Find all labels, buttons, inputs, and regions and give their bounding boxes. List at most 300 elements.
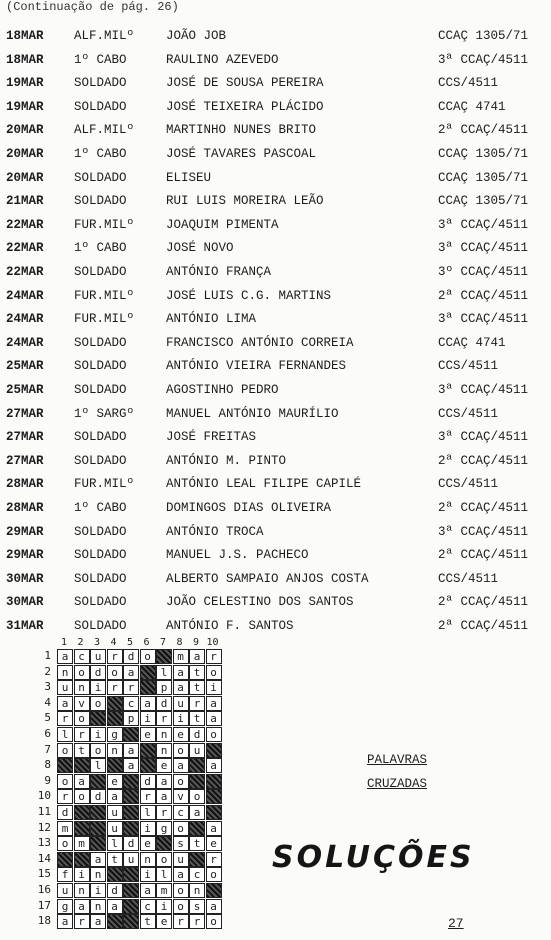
crossword-black-cell [74, 805, 90, 820]
crossword-black-cell [107, 914, 123, 929]
entry-date: 27MAR [6, 430, 44, 445]
entry-rank: SOLDADO [74, 571, 127, 586]
crossword-cell: t [107, 852, 123, 867]
crossword-cell: a [206, 696, 222, 711]
crossword-cell: r [140, 789, 156, 804]
crossword-cell: i [90, 727, 106, 742]
crossword-black-cell [206, 789, 222, 804]
list-item [0, 25, 551, 48]
entry-date: 22MAR [6, 217, 44, 232]
crossword-col-number: 6 [143, 637, 150, 648]
entry-date: 27MAR [6, 453, 44, 468]
crossword-cell: a [189, 805, 205, 820]
crossword-black-cell [90, 711, 106, 726]
entry-date: 31MAR [6, 619, 44, 633]
page-number: 27 [448, 916, 464, 931]
crossword-cell: u [173, 852, 189, 867]
crossword-cell: i [156, 899, 172, 914]
crossword-row-number: 11 [37, 805, 51, 818]
list-item [0, 450, 551, 473]
entry-name: JOSÉ FREITAS [166, 430, 257, 445]
entry-rank: SOLDADO [74, 170, 127, 185]
crossword-cell: n [57, 665, 73, 680]
crossword-cell: o [57, 836, 73, 851]
crossword-cell: o [173, 821, 189, 836]
crossword-row-number: 10 [37, 789, 51, 803]
list-item [0, 143, 551, 166]
list-item [0, 72, 551, 95]
crossword-cell: o [107, 665, 123, 680]
crossword-cell: a [140, 883, 156, 898]
crossword-black-cell [206, 743, 222, 758]
crossword-cell: d [189, 727, 205, 742]
entry-unit: CCAÇ 1305/71 [438, 194, 529, 209]
crossword-cell: u [90, 649, 106, 664]
entry-rank: FUR.MILº [74, 288, 135, 303]
crossword-cell: i [140, 867, 156, 882]
list-item [0, 473, 551, 496]
crossword-cell: n [74, 883, 90, 898]
crossword-row-number: 9 [44, 773, 51, 787]
entry-rank: SOLDADO [74, 524, 127, 539]
crossword-black-cell [189, 774, 205, 789]
entry-name: ANTÓNIO TROCA [166, 524, 264, 539]
list-item [0, 521, 551, 544]
crossword-cell: a [57, 649, 73, 664]
crossword-cell: a [123, 758, 139, 773]
crossword-cell: r [156, 805, 172, 820]
crossword-black-cell [156, 836, 172, 851]
crossword-col-number: 7 [159, 637, 167, 648]
entry-rank: SOLDADO [74, 194, 127, 209]
crossword-col-number: 10 [206, 637, 219, 648]
crossword-cell: t [140, 914, 156, 929]
crossword-cell: r [206, 852, 222, 867]
crossword-cell: a [74, 899, 90, 914]
entry-name: JOSÉ DE SOUSA PEREIRA [166, 76, 324, 91]
list-item [0, 96, 551, 119]
crossword-cell: t [189, 665, 205, 680]
entry-unit: 3ª CCAÇ/4511 [438, 312, 529, 327]
crossword-title [367, 748, 427, 796]
crossword-black-cell [123, 883, 139, 898]
list-item [0, 261, 551, 284]
entry-date: 30MAR [6, 571, 44, 586]
entry-rank: SOLDADO [74, 265, 127, 279]
list-item [0, 403, 551, 426]
crossword-black-cell [140, 758, 156, 773]
entry-date: 22MAR [6, 265, 44, 279]
crossword-black-cell [107, 711, 123, 726]
entry-name: RUI LUIS MOREIRA LEÃO [166, 194, 324, 209]
crossword-cell: o [173, 899, 189, 914]
entry-unit: 3º CCAÇ/4511 [438, 265, 529, 279]
crossword-black-cell [107, 867, 123, 882]
crossword-black-cell [189, 852, 205, 867]
entry-rank: 1º SARGº [74, 406, 135, 421]
crossword-cell: u [173, 696, 189, 711]
crossword-cell: r [57, 711, 73, 726]
crossword-cell: d [107, 883, 123, 898]
list-item [0, 285, 551, 308]
crossword-black-cell [156, 649, 172, 664]
crossword-row-number: 5 [44, 711, 51, 725]
crossword-black-cell [189, 758, 205, 773]
list-item [0, 214, 551, 237]
cruzadas-label: CRUZADAS [367, 777, 428, 791]
continuation-note: (Continuação de pág. 26) [6, 0, 179, 14]
entry-date: 27MAR [6, 406, 44, 421]
crossword-cell: a [173, 665, 189, 680]
crossword-col-number: 5 [126, 637, 134, 648]
entry-name: JOSÉ TAVARES PASCOAL [166, 147, 317, 161]
crossword-black-cell [123, 789, 139, 804]
crossword-cell: u [189, 743, 205, 758]
crossword-cell: a [107, 899, 123, 914]
crossword-black-cell [189, 821, 205, 836]
crossword-cell: g [156, 821, 172, 836]
crossword-cell: a [156, 774, 172, 789]
crossword-cell: a [173, 867, 189, 882]
crossword-cell: e [140, 727, 156, 742]
entry-unit: CCS/4511 [438, 477, 499, 492]
crossword-cell: a [206, 899, 222, 914]
entry-unit: CCAÇ 1305/71 [438, 170, 529, 185]
crossword-cell: u [57, 883, 73, 898]
entry-rank: SOLDADO [74, 359, 127, 374]
crossword-cell: i [173, 711, 189, 726]
crossword-cell: l [140, 805, 156, 820]
crossword-cell: u [123, 852, 139, 867]
crossword-cell: d [57, 805, 73, 820]
entry-rank: FUR.MILº [74, 477, 135, 492]
crossword-cell: n [90, 899, 106, 914]
crossword-cell: l [156, 867, 172, 882]
entry-unit: 2ª CCAÇ/4511 [438, 548, 529, 563]
crossword-cell: o [74, 711, 90, 726]
crossword-cell: r [57, 789, 73, 804]
crossword-cell: v [74, 696, 90, 711]
list-item [0, 332, 551, 355]
entry-date: 24MAR [6, 288, 44, 303]
entry-name: ANTÓNIO M. PINTO [166, 453, 287, 468]
entry-rank: FUR.MILº [74, 312, 135, 327]
entry-name: JOÃO CELESTINO DOS SANTOS [166, 595, 354, 610]
entry-rank: ALF.MILº [74, 123, 135, 138]
crossword-cell: r [107, 680, 123, 695]
crossword-cell: i [90, 883, 106, 898]
crossword-cell: g [57, 899, 73, 914]
crossword-cell: o [57, 774, 73, 789]
crossword-cell: o [74, 665, 90, 680]
crossword-black-cell [57, 852, 73, 867]
entry-rank: SOLDADO [74, 619, 127, 633]
crossword-cell: a [206, 758, 222, 773]
crossword-cell: r [206, 649, 222, 664]
entry-name: ANTÓNIO LIMA [166, 312, 257, 327]
crossword-cell: s [189, 899, 205, 914]
crossword-cell: o [206, 867, 222, 882]
crossword-cell: u [57, 680, 73, 695]
list-item [0, 497, 551, 520]
entry-date: 19MAR [6, 99, 44, 114]
entry-name: ANTÓNIO FRANÇA [166, 265, 272, 279]
entry-rank: SOLDADO [74, 335, 127, 350]
list-item [0, 591, 551, 614]
crossword-row-number: 14 [37, 851, 51, 865]
crossword-black-cell [140, 680, 156, 695]
entry-date: 20MAR [6, 170, 44, 185]
entry-date: 28MAR [6, 501, 44, 515]
crossword-cell: l [107, 836, 123, 851]
entry-rank: FUR.MILº [74, 217, 135, 232]
crossword-cell: o [189, 789, 205, 804]
crossword-cell: e [140, 836, 156, 851]
crossword-cell: o [74, 789, 90, 804]
crossword-cell: n [74, 680, 90, 695]
crossword-cell: r [107, 649, 123, 664]
entry-unit: 2ª CCAÇ/4511 [438, 619, 529, 633]
list-item [0, 190, 551, 213]
entry-name: RAULINO AZEVEDO [166, 52, 279, 67]
crossword-cell: a [123, 743, 139, 758]
crossword-cell: a [90, 852, 106, 867]
list-item [0, 167, 551, 190]
crossword-cell: o [206, 727, 222, 742]
entry-date: 25MAR [6, 359, 44, 374]
entry-unit: 3ª CCAÇ/4511 [438, 430, 529, 445]
entry-date: 20MAR [6, 147, 44, 161]
entry-unit: CCS/4511 [438, 76, 499, 91]
crossword-row-number: 15 [37, 867, 51, 881]
crossword-cell: i [206, 680, 222, 695]
crossword-cell: d [123, 649, 139, 664]
crossword-col-number: 1 [60, 637, 68, 648]
crossword-black-cell [90, 821, 106, 836]
crossword-cell: d [140, 774, 156, 789]
crossword-cell: a [57, 696, 73, 711]
crossword-black-cell [57, 758, 73, 773]
crossword-cell: d [156, 696, 172, 711]
crossword-cell: d [123, 836, 139, 851]
crossword-cell: o [140, 649, 156, 664]
crossword-cell: u [107, 805, 123, 820]
crossword-black-cell [206, 883, 222, 898]
entry-name: JOSÉ NOVO [166, 241, 234, 256]
entry-name: JOSÉ TEIXEIRA PLÁCIDO [166, 99, 324, 114]
crossword-row-number: 17 [37, 898, 51, 912]
crossword-cell: e [173, 727, 189, 742]
entry-unit: 3ª CCAÇ/4511 [438, 383, 529, 397]
crossword-cell: m [57, 821, 73, 836]
entry-name: ANTÓNIO F. SANTOS [166, 619, 294, 633]
entry-rank: 1º CABO [74, 147, 127, 161]
crossword-black-cell [107, 696, 123, 711]
entry-unit: 3ª CCAÇ/4511 [438, 241, 529, 256]
entry-date: 18MAR [6, 52, 44, 67]
entry-name: ELISEU [166, 170, 212, 185]
crossword-cell: l [156, 665, 172, 680]
crossword-cell: o [206, 914, 222, 929]
crossword-black-cell [123, 805, 139, 820]
entry-name: MANUEL ANTÓNIO MAURÍLIO [166, 406, 339, 421]
crossword-row-number: 2 [44, 664, 51, 678]
crossword-black-cell [123, 774, 139, 789]
entry-rank: SOLDADO [74, 383, 127, 397]
entry-name: FRANCISCO ANTÓNIO CORREIA [166, 335, 354, 350]
entry-date: 21MAR [6, 194, 44, 209]
list-item [0, 308, 551, 331]
entry-date: 22MAR [6, 241, 44, 256]
entry-rank: ALF.MILº [74, 29, 135, 43]
entry-unit: CCS/4511 [438, 359, 499, 374]
entry-name: MANUEL J.S. PACHECO [166, 548, 309, 563]
entry-rank: 1º CABO [74, 52, 127, 67]
crossword-cell: m [74, 836, 90, 851]
crossword-cell: r [123, 680, 139, 695]
crossword-black-cell [90, 836, 106, 851]
entry-date: 24MAR [6, 312, 44, 327]
entry-date: 20MAR [6, 123, 44, 138]
crossword-row-number: 12 [37, 820, 51, 834]
crossword-cell: o [206, 665, 222, 680]
crossword-row-number: 3 [44, 680, 51, 694]
crossword-cell: d [90, 665, 106, 680]
crossword-col-number: 9 [192, 637, 200, 648]
crossword-cell: c [140, 899, 156, 914]
crossword-black-cell [123, 727, 139, 742]
list-item [0, 355, 551, 378]
crossword-cell: r [74, 727, 90, 742]
crossword-row-number: 4 [44, 695, 51, 709]
crossword-cell: o [90, 743, 106, 758]
crossword-col-number: 3 [93, 637, 101, 648]
crossword-row-number: 8 [44, 758, 51, 772]
entry-date: 19MAR [6, 76, 44, 91]
crossword-cell: f [57, 867, 73, 882]
crossword-cell: n [189, 883, 205, 898]
crossword-cell: e [156, 758, 172, 773]
entry-unit: CCAÇ 4741 [438, 99, 506, 114]
crossword-cell: c [189, 867, 205, 882]
entry-rank: SOLDADO [74, 99, 127, 114]
crossword-black-cell [206, 774, 222, 789]
crossword-cell: m [156, 883, 172, 898]
entry-unit: CCAÇ 1305/71 [438, 147, 529, 161]
crossword-cell: e [156, 914, 172, 929]
entry-date: 28MAR [6, 477, 44, 492]
crossword-row-number: 13 [37, 836, 51, 850]
crossword-cell: o [156, 852, 172, 867]
crossword-cell: n [107, 743, 123, 758]
entry-rank: SOLDADO [74, 430, 127, 445]
list-item [0, 49, 551, 72]
entry-rank: SOLDADO [74, 453, 127, 468]
crossword-black-cell [123, 914, 139, 929]
entry-name: MARTINHO NUNES BRITO [166, 123, 317, 138]
crossword-black-cell [90, 774, 106, 789]
crossword-cell: a [173, 680, 189, 695]
crossword-cell: o [90, 696, 106, 711]
crossword-cell: i [140, 711, 156, 726]
crossword-black-cell [90, 805, 106, 820]
crossword-cell: v [173, 789, 189, 804]
crossword-black-cell [206, 805, 222, 820]
entry-date: 24MAR [6, 335, 44, 350]
crossword-cell: r [74, 914, 90, 929]
crossword-cell: a [140, 696, 156, 711]
entry-unit: 2ª CCAÇ/4511 [438, 501, 529, 515]
crossword-black-cell [107, 758, 123, 773]
crossword-cell: t [74, 743, 90, 758]
crossword-cell: a [57, 914, 73, 929]
entry-rank: SOLDADO [74, 548, 127, 563]
crossword-cell: o [173, 774, 189, 789]
crossword-cell: t [189, 711, 205, 726]
entry-name: ALBERTO SAMPAIO ANJOS COSTA [166, 571, 369, 586]
crossword-cell: l [57, 727, 73, 742]
crossword-cell: e [206, 836, 222, 851]
crossword-cell: a [90, 914, 106, 929]
entry-unit: 3ª CCAÇ/4511 [438, 524, 529, 539]
crossword-cell: g [107, 727, 123, 742]
list-item [0, 426, 551, 449]
crossword-cell: t [189, 836, 205, 851]
entry-name: DOMINGOS DIAS OLIVEIRA [166, 501, 332, 515]
entry-unit: 2ª CCAÇ/4511 [438, 595, 529, 610]
crossword-cell: o [173, 743, 189, 758]
crossword-cell: i [140, 821, 156, 836]
crossword-col-number: 4 [110, 637, 117, 648]
entry-unit: CCAÇ 1305/71 [438, 29, 529, 43]
crossword-cell: i [90, 680, 106, 695]
entry-unit: 3ª CCAÇ/4511 [438, 217, 529, 232]
entry-unit: CCS/4511 [438, 406, 499, 421]
crossword-black-cell [74, 852, 90, 867]
crossword-cell: s [173, 836, 189, 851]
entry-unit: CCS/4511 [438, 571, 499, 586]
crossword-col-number: 8 [176, 637, 183, 648]
entry-rank: SOLDADO [74, 76, 127, 91]
crossword-cell: c [173, 805, 189, 820]
crossword-cell: a [206, 821, 222, 836]
crossword-row-number: 18 [37, 914, 51, 928]
entry-unit: 2ª CCAÇ/4511 [438, 288, 529, 303]
crossword-cell: n [156, 743, 172, 758]
crossword-black-cell [123, 867, 139, 882]
crossword-cell: a [107, 789, 123, 804]
crossword-row-number: 16 [37, 883, 51, 896]
crossword-cell: a [123, 665, 139, 680]
crossword-black-cell [123, 899, 139, 914]
entry-date: 25MAR [6, 383, 44, 397]
entry-date: 30MAR [6, 595, 44, 610]
crossword-cell: o [173, 883, 189, 898]
crossword-cell: o [57, 743, 73, 758]
entry-name: ANTÓNIO LEAL FILIPE CAPILÉ [166, 477, 362, 492]
list-item [0, 544, 551, 567]
crossword-cell: a [189, 649, 205, 664]
crossword-cell: c [74, 649, 90, 664]
entry-unit: CCAÇ 4741 [438, 335, 506, 350]
crossword-cell: r [173, 914, 189, 929]
crossword-cell: n [156, 727, 172, 742]
crossword-black-cell [123, 821, 139, 836]
crossword-cell: d [90, 789, 106, 804]
solucoes-heading: SOLUÇÕES [272, 840, 475, 875]
crossword-cell: m [173, 649, 189, 664]
entry-name: AGOSTINHO PEDRO [166, 383, 279, 397]
